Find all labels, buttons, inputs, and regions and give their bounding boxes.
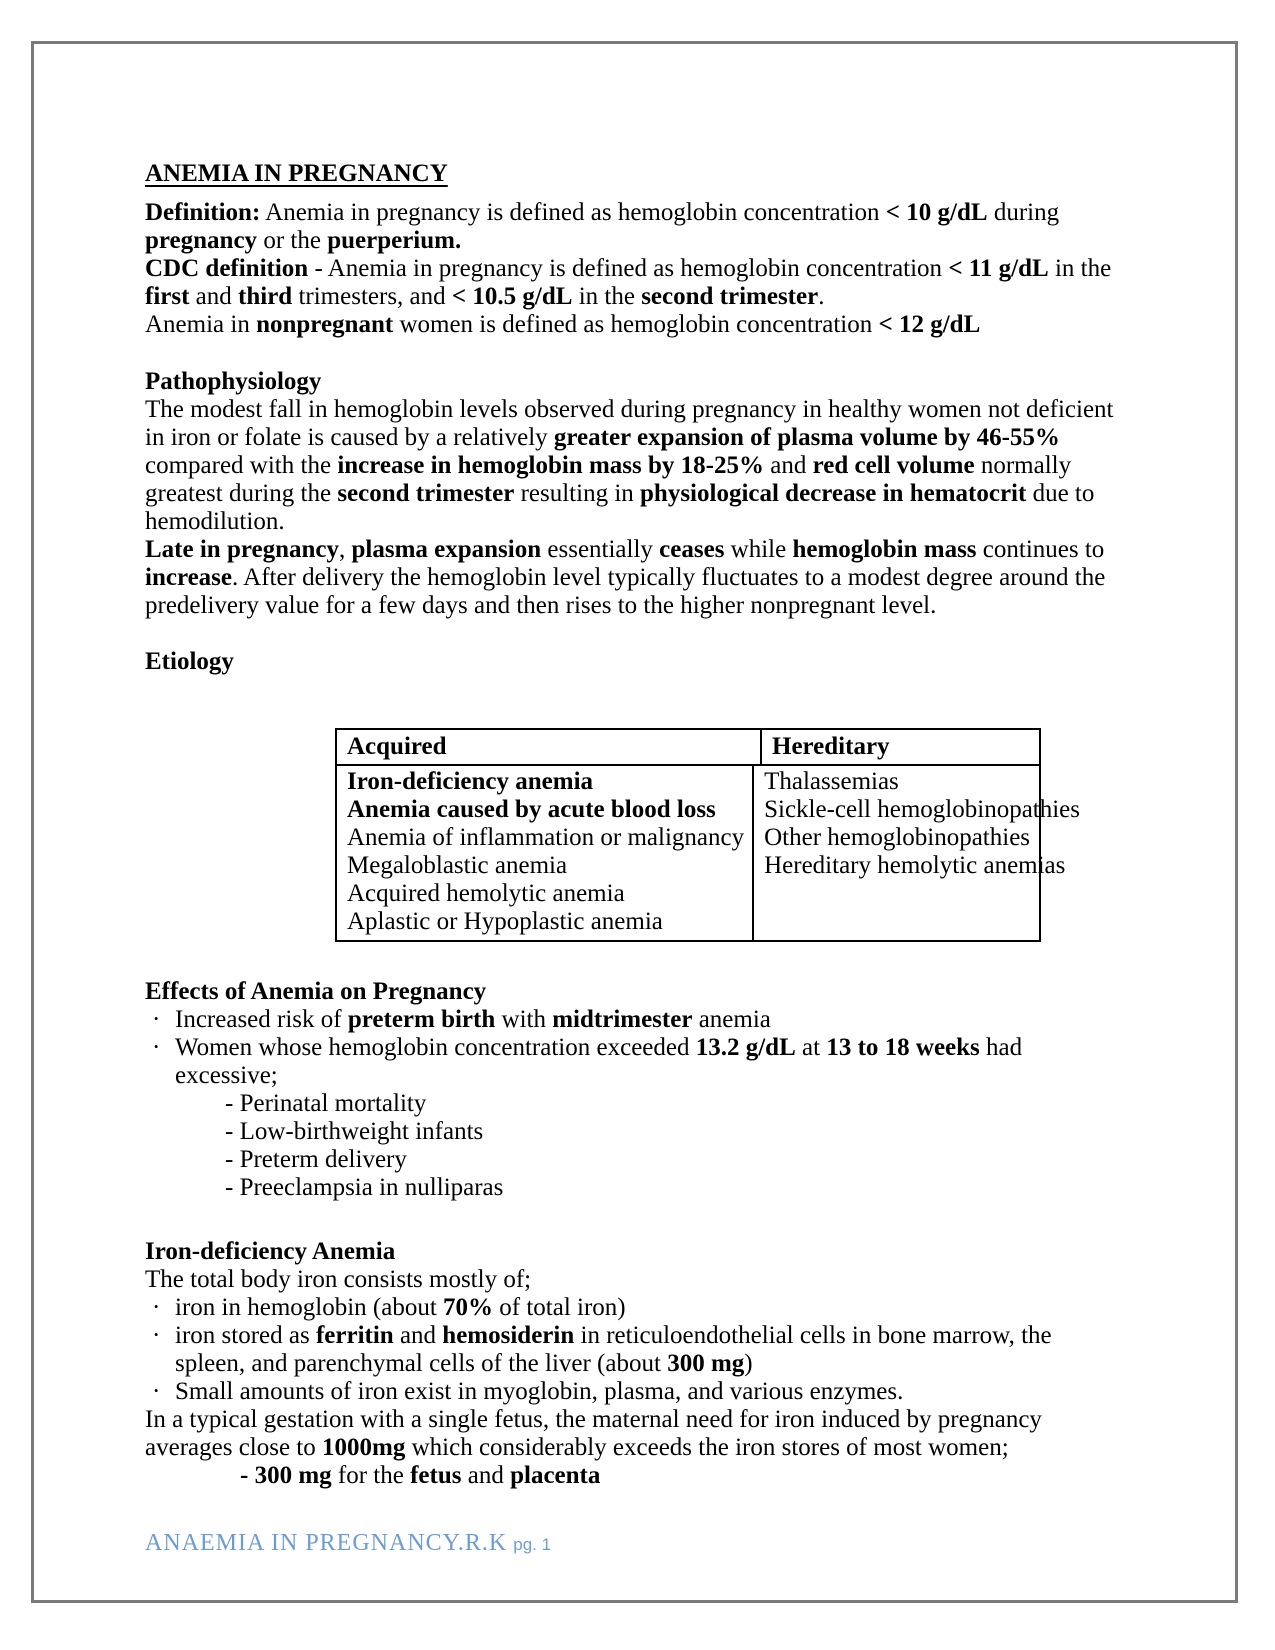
sub-list-item: - Preeclampsia in nulliparas <box>225 1174 504 1201</box>
effects-list <box>145 1006 1105 1202</box>
text-line: first and third trimesters, and < 10.5 g/dL in the second trimester. <box>145 283 825 310</box>
etiology-table-header-row <box>337 730 1039 766</box>
footer-page-number: pg. 1 <box>513 1535 552 1554</box>
pathophysiology-paragraph <box>145 396 1114 620</box>
etiology-table-cell-hereditary <box>754 766 1088 940</box>
sub-list-item: - Low-birthweight infants <box>225 1118 484 1145</box>
table-line: Other hemoglobinopathies <box>764 824 1031 851</box>
section-heading-effects: Effects of Anemia on Pregnancy <box>145 978 487 1005</box>
etiology-table-header-acquired: Acquired <box>337 730 762 766</box>
table-line: Anemia caused by acute blood loss <box>347 796 716 823</box>
text-line: in iron or folate is caused by a relatively greater expansion of plasma volume by 46-55% <box>145 424 1060 451</box>
etiology-table-body-row <box>337 766 1081 940</box>
text-line: increase. After delivery the hemoglobin level typically fluctuates to a modest degree around the <box>145 564 1106 591</box>
etiology-table-header-hereditary: Hereditary <box>762 730 1039 766</box>
text-line: In a typical gestation with a single fetus, the maternal need for iron induced by pregnancy <box>145 1406 1042 1433</box>
text-line: excessive; <box>175 1062 278 1089</box>
text-line: averages close to 1000mg which considerably exceeds the iron stores of most women; <box>145 1434 1009 1461</box>
bullet-dot-icon: · <box>152 1322 161 1349</box>
text-line: iron in hemoglobin (about 70% of total iron) <box>175 1294 626 1321</box>
table-line: Anemia of inflammation or malignancy <box>347 824 745 851</box>
table-line: Hereditary hemolytic anemias <box>764 852 1066 879</box>
definition-paragraph <box>145 199 1112 339</box>
text-line: Small amounts of iron exist in myoglobin, plasma, and various enzymes. <box>175 1378 904 1405</box>
page-footer <box>145 1530 551 1557</box>
etiology-table <box>335 728 1081 942</box>
text-line: iron stored as ferritin and hemosiderin in reticuloendothelial cells in bone marrow, the <box>175 1322 1052 1349</box>
section-heading-pathophysiology: Pathophysiology <box>145 368 322 395</box>
list-item <box>145 1006 1105 1034</box>
etiology-table-cell-acquired <box>337 766 754 940</box>
list-item <box>145 1294 1105 1322</box>
list-item <box>145 1322 1105 1350</box>
footer-title: ANAEMIA IN PREGNANCY.R.K <box>145 1530 508 1556</box>
section-heading-iron-deficiency: Iron-deficiency Anemia <box>145 1238 396 1265</box>
text-line: The total body iron consists mostly of; <box>145 1266 532 1293</box>
text-line: Anemia in nonpregnant women is defined as hemoglobin concentration < 12 g/dL <box>145 311 981 338</box>
list-item <box>145 1378 1105 1406</box>
text-line: compared with the increase in hemoglobin mass by 18-25% and red cell volume normally <box>145 452 1072 479</box>
text-line: Late in pregnancy, plasma expansion essentially ceases while hemoglobin mass continues to <box>145 536 1105 563</box>
sub-list-item: - Preterm delivery <box>225 1146 407 1173</box>
document-title: ANEMIA IN PREGNANCY <box>145 160 448 187</box>
text-line: The modest fall in hemoglobin levels observed during pregnancy in healthy women not deficient <box>145 396 1114 423</box>
table-line: Megaloblastic anemia <box>347 852 568 879</box>
table-line: Thalassemias <box>764 768 899 795</box>
document-body <box>145 160 1114 1490</box>
list-item <box>145 1034 1105 1062</box>
text-line: CDC definition - Anemia in pregnancy is defined as hemoglobin concentration < 11 g/dL in the <box>145 255 1112 282</box>
iron-deficiency-section <box>145 1266 1105 1490</box>
text-line: hemodilution. <box>145 508 285 535</box>
bullet-dot-icon: · <box>152 1294 161 1321</box>
text-line: predelivery value for a few days and then rises to the higher nonpregnant level. <box>145 592 937 619</box>
bullet-dot-icon: · <box>152 1378 161 1405</box>
table-line: Acquired hemolytic anemia <box>347 880 625 907</box>
text-line: spleen, and parenchymal cells of the liver (about 300 mg) <box>175 1350 753 1377</box>
text-line: greatest during the second trimester resulting in physiological decrease in hematocrit due to <box>145 480 1095 507</box>
table-line: Iron-deficiency anemia <box>347 768 594 795</box>
sub-list-item: - Perinatal mortality <box>225 1090 427 1117</box>
table-line: Aplastic or Hypoplastic anemia <box>347 908 663 935</box>
section-heading-etiology: Etiology <box>145 648 234 675</box>
bullet-dot-icon: · <box>152 1034 161 1061</box>
text-line: - 300 mg for the fetus and placenta <box>240 1462 601 1489</box>
text-line: Women whose hemoglobin concentration exceeded 13.2 g/dL at 13 to 18 weeks had <box>175 1034 1023 1061</box>
table-line: Sickle-cell hemoglobinopathies <box>764 796 1081 823</box>
text-line: pregnancy or the puerperium. <box>145 227 462 254</box>
text-line: Increased risk of preterm birth with midtrimester anemia <box>175 1006 771 1033</box>
bullet-dot-icon: · <box>152 1006 161 1033</box>
text-line: Definition: Anemia in pregnancy is defined as hemoglobin concentration < 10 g/dL during <box>145 199 1060 226</box>
